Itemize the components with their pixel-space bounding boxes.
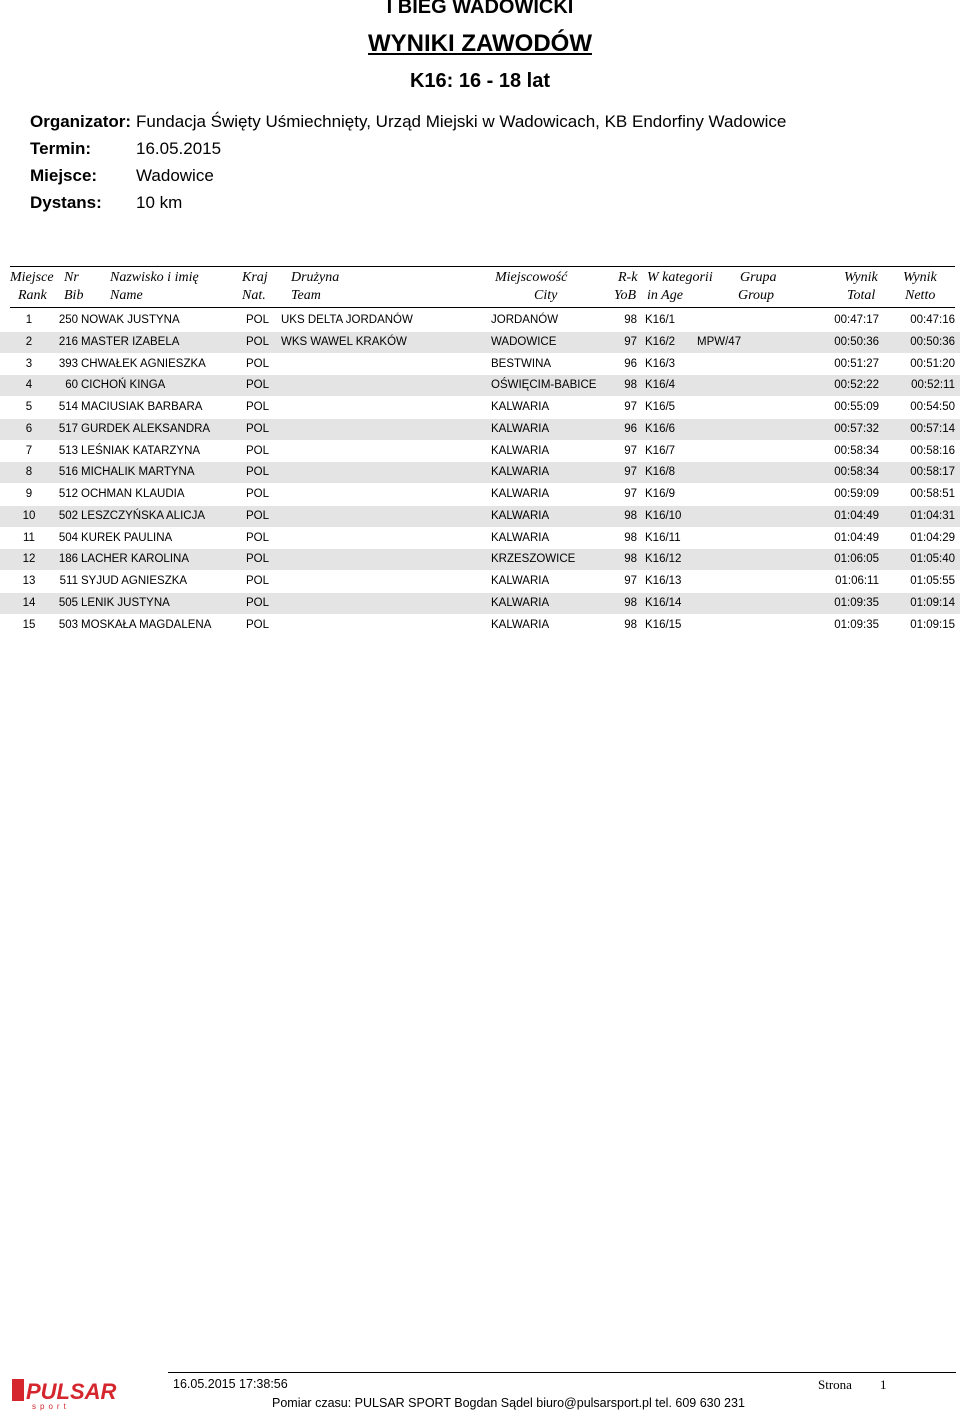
timing-credit: Pomiar czasu: PULSAR SPORT Bogdan Sądel biuro@pulsarsport.pl tel. 609 630 231 (272, 1396, 745, 1410)
table-row (0, 397, 960, 418)
col-name-pl: Nazwisko i imię (110, 270, 199, 285)
col-bib-en: Bib (64, 288, 84, 303)
yob-cell: 96 (624, 422, 637, 435)
yob-cell: 97 (624, 488, 637, 500)
nat-cell: POL (246, 531, 270, 544)
logo-text: PULSAR (26, 1379, 117, 1404)
total-time-cell: 00:55:09 (834, 401, 879, 413)
total-time-cell: 00:59:09 (834, 488, 879, 500)
nat-cell: POL (246, 335, 270, 348)
rank-cell: 2 (25, 335, 33, 348)
name-cell: NOWAK JUSTYNA (81, 314, 180, 326)
name-cell: MOSKAŁA MAGDALENA (81, 618, 212, 631)
name-cell: SYJUD AGNIESZKA (81, 575, 188, 587)
netto-time-cell: 00:52:11 (911, 379, 955, 392)
category-cell: K16/12 (645, 553, 682, 566)
yob-cell: 98 (624, 531, 637, 544)
city-cell: KALWARIA (491, 618, 550, 631)
table-row (0, 549, 960, 570)
col-yob-en: YoB (614, 288, 637, 303)
category-cell: K16/11 (645, 531, 681, 544)
header-bottom-rule (10, 307, 955, 308)
table-row (0, 484, 960, 505)
name-cell: CICHOŃ KINGA (81, 379, 166, 392)
nat-cell: POL (246, 401, 270, 413)
total-time-cell: 01:04:49 (834, 531, 879, 544)
category-cell: K16/15 (645, 618, 682, 631)
netto-time-cell: 01:09:14 (910, 596, 955, 609)
name-cell: MACIUSIAK BARBARA (81, 401, 203, 413)
name-cell: MICHALIK MARTYNA (81, 466, 195, 479)
nat-cell: POL (246, 618, 270, 631)
table-row (0, 310, 960, 331)
col-total-pl: Wynik (844, 270, 878, 285)
yob-cell: 97 (624, 444, 637, 457)
category-cell: K16/7 (645, 444, 676, 457)
rank-cell: 3 (25, 357, 33, 370)
total-time-cell: 01:09:35 (834, 596, 879, 609)
yob-cell: 98 (624, 553, 637, 566)
yob-cell: 97 (624, 335, 637, 348)
col-name-en: Name (110, 288, 143, 303)
print-timestamp: 16.05.2015 17:38:56 (173, 1377, 288, 1391)
nat-cell: POL (246, 357, 270, 370)
col-netto-pl: Wynik (903, 270, 937, 285)
name-cell: OCHMAN KLAUDIA (81, 488, 185, 500)
total-time-cell: 00:57:32 (834, 422, 879, 435)
yob-cell: 97 (624, 401, 637, 413)
nat-cell: POL (246, 422, 270, 435)
table-row (0, 462, 960, 483)
city-cell: KRZESZOWICE (491, 553, 576, 566)
team-cell: UKS DELTA JORDANÓW (281, 314, 413, 326)
bib-cell: 503 (58, 618, 78, 631)
rank-cell: 6 (25, 422, 33, 435)
name-cell: LENIK JUSTYNA (81, 596, 170, 609)
rank-cell: 15 (22, 618, 36, 631)
city-cell: KALWARIA (491, 466, 550, 479)
bib-cell: 60 (65, 379, 78, 392)
table-row (0, 354, 960, 375)
yob-cell: 97 (624, 466, 637, 479)
table-row (0, 528, 960, 549)
col-total-en: Total (847, 288, 876, 303)
nat-cell: POL (246, 553, 270, 566)
netto-time-cell: 00:58:16 (910, 444, 955, 457)
results-heading: WYNIKI ZAWODÓW (368, 30, 592, 57)
footer-rule (168, 1372, 956, 1373)
total-time-cell: 01:09:35 (834, 618, 879, 631)
yob-cell: 98 (624, 314, 637, 326)
pulsar-logo (10, 1375, 120, 1411)
date-label: Termin: (30, 139, 92, 158)
col-team-en: Team (291, 288, 321, 303)
rank-cell: 14 (22, 596, 36, 609)
rank-cell: 12 (22, 553, 36, 566)
netto-time-cell: 00:58:51 (910, 488, 955, 500)
category-cell: K16/13 (645, 575, 682, 587)
bib-cell: 514 (58, 401, 78, 413)
category-cell: K16/1 (645, 314, 676, 326)
col-team-pl: Drużyna (291, 270, 340, 285)
group-cell: MPW/47 (697, 335, 742, 348)
total-time-cell: 01:06:05 (834, 553, 879, 566)
col-rank-en: Rank (18, 288, 47, 303)
city-cell: JORDANÓW (491, 314, 559, 326)
rank-cell: 13 (22, 575, 36, 587)
city-cell: OŚWIĘCIM-BABICE (491, 379, 597, 392)
table-row (0, 419, 960, 440)
col-city-en: City (534, 288, 558, 303)
rank-cell: 5 (25, 401, 33, 413)
city-cell: KALWARIA (491, 575, 550, 587)
rank-cell: 1 (25, 314, 33, 326)
nat-cell: POL (246, 466, 270, 479)
category-cell: K16/9 (645, 488, 676, 500)
total-time-cell: 01:04:49 (834, 509, 879, 522)
city-cell: KALWARIA (491, 422, 550, 435)
nat-cell: POL (246, 509, 270, 522)
nat-cell: POL (246, 314, 270, 326)
name-cell: CHWAŁEK AGNIESZKA (81, 357, 206, 370)
name-cell: GURDEK ALEKSANDRA (81, 422, 211, 435)
category-cell: K16/5 (645, 401, 676, 413)
total-time-cell: 00:47:17 (834, 314, 879, 326)
rank-cell: 8 (25, 466, 33, 479)
bib-cell: 216 (58, 335, 78, 348)
name-cell: LACHER KAROLINA (81, 553, 190, 566)
distance-label: Dystans: (30, 193, 102, 212)
page-label: Strona (818, 1377, 852, 1392)
city-cell: KALWARIA (491, 531, 550, 544)
table-row (0, 441, 960, 462)
category-cell: K16/10 (645, 509, 682, 522)
total-time-cell: 00:51:27 (834, 357, 879, 370)
netto-time-cell: 00:47:16 (910, 314, 955, 326)
category-cell: K16/8 (645, 466, 676, 479)
category-heading: K16: 16 - 18 lat (409, 70, 551, 92)
netto-time-cell: 01:05:40 (910, 553, 955, 566)
bib-cell: 505 (58, 596, 78, 609)
nat-cell: POL (246, 444, 270, 457)
netto-time-cell: 01:05:55 (910, 575, 955, 587)
bib-cell: 512 (58, 488, 78, 500)
place-label: Miejsce: (30, 166, 98, 185)
yob-cell: 98 (624, 509, 637, 522)
rank-cell: 10 (22, 509, 36, 522)
city-cell: KALWARIA (491, 401, 550, 413)
city-cell: KALWARIA (491, 488, 550, 500)
bib-cell: 186 (58, 553, 78, 566)
netto-time-cell: 01:09:15 (910, 618, 955, 631)
category-cell: K16/4 (645, 379, 676, 392)
nat-cell: POL (246, 575, 270, 587)
event-title: I BIEG WADOWICKI (386, 0, 574, 18)
category-cell: K16/14 (645, 596, 682, 609)
bib-cell: 513 (58, 444, 78, 457)
city-cell: BESTWINA (491, 357, 552, 370)
bib-cell: 504 (58, 531, 78, 544)
header-top-rule (10, 266, 955, 267)
bib-cell: 517 (58, 422, 78, 435)
name-cell: LEŚNIAK KATARZYNA (81, 444, 201, 457)
city-cell: WADOWICE (491, 335, 557, 348)
nat-cell: POL (246, 596, 270, 609)
table-row (0, 571, 960, 592)
total-time-cell: 00:58:34 (834, 466, 879, 479)
yob-cell: 98 (624, 596, 637, 609)
date-value: 16.05.2015 (136, 139, 222, 158)
yob-cell: 98 (624, 379, 637, 392)
category-cell: K16/3 (645, 357, 676, 370)
col-city-pl: Miejscowość (495, 270, 568, 285)
col-cat-en: in Age (647, 288, 683, 303)
city-cell: KALWARIA (491, 596, 550, 609)
rank-cell: 4 (25, 379, 33, 392)
distance-value: 10 km (136, 193, 183, 212)
total-time-cell: 00:58:34 (834, 444, 879, 457)
col-netto-en: Netto (905, 288, 936, 303)
name-cell: LESZCZYŃSKA ALICJA (81, 509, 205, 522)
total-time-cell: 00:52:22 (834, 379, 879, 392)
table-row (0, 615, 960, 636)
netto-time-cell: 01:04:31 (910, 509, 955, 522)
yob-cell: 96 (624, 357, 637, 370)
organizer-value: Fundacja Święty Uśmiechnięty, Urząd Miejski w Wadowicach, KB Endorfiny Wadowice (136, 112, 787, 131)
col-nat-en: Nat. (242, 288, 266, 303)
netto-time-cell: 01:04:29 (910, 531, 955, 544)
name-cell: MASTER IZABELA (81, 335, 180, 348)
bib-cell: 502 (58, 509, 78, 522)
category-cell: K16/2 (645, 335, 676, 348)
yob-cell: 97 (624, 575, 637, 587)
team-cell: WKS WAWEL KRAKÓW (281, 335, 407, 348)
category-cell: K16/6 (645, 422, 676, 435)
place-value: Wadowice (136, 166, 214, 185)
netto-time-cell: 00:57:14 (910, 422, 955, 435)
organizer-label: Organizator: (30, 112, 132, 131)
total-time-cell: 01:06:11 (835, 575, 879, 587)
rank-cell: 11 (23, 531, 35, 544)
bib-cell: 511 (59, 575, 78, 587)
bib-cell: 516 (58, 466, 78, 479)
col-yob-pl: R-k (618, 270, 638, 285)
city-cell: KALWARIA (491, 509, 550, 522)
col-nat-pl: Kraj (242, 270, 268, 285)
table-row (0, 332, 960, 353)
netto-time-cell: 00:51:20 (910, 357, 955, 370)
nat-cell: POL (246, 488, 270, 500)
city-cell: KALWARIA (491, 444, 550, 457)
netto-time-cell: 00:54:50 (910, 401, 955, 413)
netto-time-cell: 00:58:17 (910, 466, 955, 479)
col-rank-pl: Miejsce (10, 270, 54, 285)
logo-subtext: sport (32, 1402, 70, 1411)
nat-cell: POL (246, 379, 270, 392)
col-grp-en: Group (738, 288, 775, 303)
total-time-cell: 00:50:36 (834, 335, 879, 348)
yob-cell: 98 (624, 618, 637, 631)
bib-cell: 250 (58, 314, 78, 326)
name-cell: KUREK PAULINA (81, 531, 173, 544)
table-row (0, 593, 960, 614)
rank-cell: 7 (25, 444, 33, 457)
table-row (0, 506, 960, 527)
page-number: 1 (880, 1377, 887, 1392)
rank-cell: 9 (25, 488, 33, 500)
col-grp-pl: Grupa (740, 270, 777, 285)
col-cat-pl: W kategorii (647, 270, 713, 285)
netto-time-cell: 00:50:36 (910, 335, 955, 348)
table-row (0, 375, 960, 396)
bib-cell: 393 (58, 357, 78, 370)
col-bib-pl: Nr (64, 270, 79, 285)
